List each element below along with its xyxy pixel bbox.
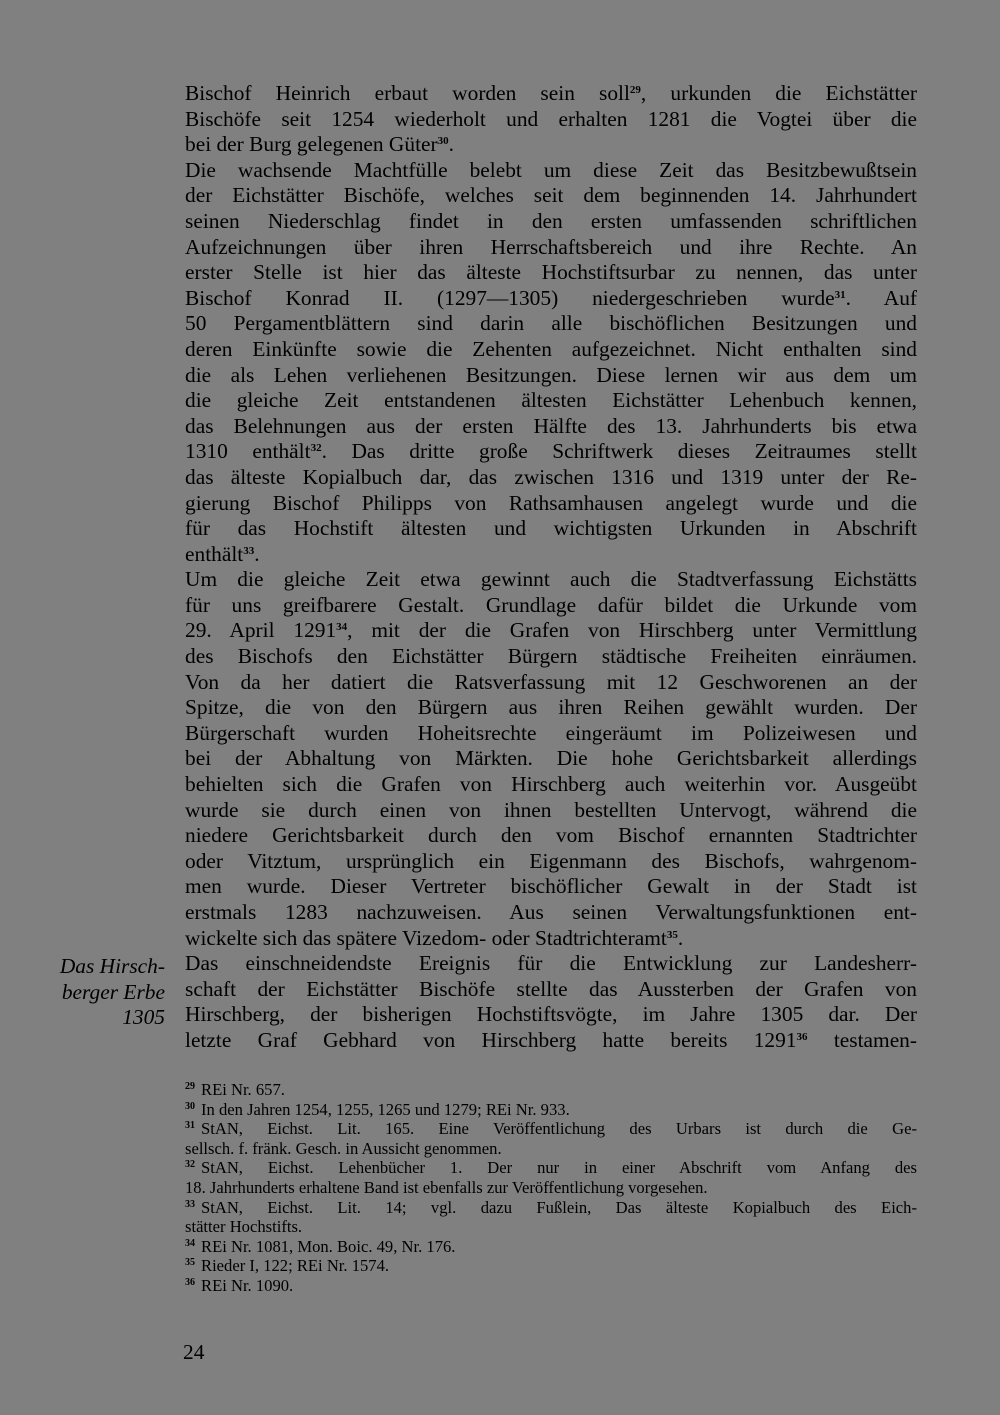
text-line: 50 Pergamentblättern sind darin alle bischöflichen Besitzungen und	[185, 311, 917, 336]
text-line: gierung Bischof Philipps von Rathsamhausen angelegt wurde und die	[185, 490, 917, 515]
footnote-line: sellsch. f. fränk. Gesch. in Aussicht genommen.	[185, 1138, 502, 1158]
text-line: das Belehnungen aus der ersten Hälfte des 13. Jahrhunderts bis etwa	[185, 413, 917, 438]
text-line: für das Hochstift ältesten und wichtigsten Urkunden in Abschrift	[185, 516, 917, 541]
paragraph-4	[185, 951, 917, 1053]
text-line: Um die gleiche Zeit etwa gewinnt auch die Stadtverfassung Eichstätts	[185, 567, 917, 592]
text-line: erster Stelle ist hier das älteste Hochstiftsurbar zu nennen, das unter	[185, 260, 917, 285]
paragraph-1	[185, 81, 917, 158]
text-line: Hirschberg, der bisherigen Hochstiftsvögte, im Jahre 1305 dar. Der	[185, 1002, 917, 1027]
footnote	[185, 1100, 917, 1120]
text-line: Aufzeichnungen über ihren Herrschaftsbereich und ihre Rechte. An	[185, 234, 917, 259]
footnote-line: $^{33}$ StAN, Eichst. Lit. 14; vgl. dazu Fußlein, Das älteste Kopialbuch des Eich-	[185, 1197, 917, 1217]
text-line: letzte Graf Gebhard von Hirschberg hatte bereits 1291$^{36}$ testamen-	[185, 1027, 918, 1052]
footnote	[185, 1119, 917, 1158]
paragraph-3	[185, 567, 917, 951]
text-line: das älteste Kopialbuch dar, das zwischen 1316 und 1319 unter der Re-	[185, 464, 917, 489]
text-line: enthält$^{33}$.	[185, 541, 260, 566]
footnotes	[185, 1080, 917, 1296]
footnote-ref[interactable]: 33	[243, 544, 255, 557]
footnote-line: $^{34}$ REi Nr. 1081, Mon. Boic. 49, Nr. 176.	[185, 1236, 456, 1256]
text-line: schaft der Eichstätter Bischöfe stellte das Aussterben der Grafen von	[185, 976, 917, 1001]
footnote-number: 36	[185, 1276, 195, 1288]
text-line: seinen Niederschlag findet in den ersten umfassenden schriftlichen	[185, 208, 917, 233]
text-line: Spitze, die von den Bürgern aus ihren Reihen gewählt wurden. Der	[185, 695, 917, 720]
text-line: Bürgerschaft wurden Hoheitsrechte eingeräumt im Polizeiwesen und	[185, 720, 917, 745]
footnote-line: 18. Jahrhunderts erhaltene Band ist ebenfalls zur Veröffentlichung vorgesehen.	[185, 1177, 708, 1197]
margin-note	[40, 954, 165, 1031]
footnote-ref[interactable]: 34	[336, 621, 348, 634]
text-line: wurde sie durch einen von ihnen bestellten Untervogt, während die	[185, 797, 917, 822]
text-line: die gleiche Zeit entstandenen ältesten Eichstätter Lehenbuch kennen,	[185, 388, 917, 413]
footnote-line: $^{35}$ Rieder I, 122; REi Nr. 1574.	[185, 1256, 390, 1276]
text-line: Bischof Konrad II. (1297—1305) niedergeschrieben wurde$^{31}$. Auf	[185, 285, 918, 310]
margin-note-line: 1305	[122, 1005, 165, 1030]
footnote	[185, 1198, 917, 1237]
text-line: Bischöfe seit 1254 wiederholt und erhalten 1281 die Vogtei über die	[185, 106, 917, 131]
footnote-number: 32	[185, 1159, 195, 1171]
footnote-ref[interactable]: 36	[796, 1030, 808, 1043]
footnote-number: 35	[185, 1257, 195, 1269]
main-text	[185, 81, 917, 1054]
text-line: bei der Abhaltung von Märkten. Die hohe Gerichtsbarkeit allerdings	[185, 746, 917, 771]
footnote-ref[interactable]: 32	[310, 442, 322, 455]
text-line: deren Einkünfte sowie die Zehenten aufgezeichnet. Nicht enthalten sind	[185, 336, 917, 361]
text-line: des Bischofs den Eichstätter Bürgern städtische Freiheiten einräumen.	[185, 644, 917, 669]
footnote-number: 33	[185, 1198, 195, 1210]
text-line: wickelte sich das spätere Vizedom- oder Stadtrichteramt$^{35}$.	[185, 925, 684, 950]
footnote-line: $^{31}$ StAN, Eichst. Lit. 165. Eine Veröffentlichung des Urbars ist durch die Ge-	[185, 1119, 917, 1139]
footnote	[185, 1080, 917, 1100]
footnote	[185, 1158, 917, 1197]
footnote-line: $^{30}$ In den Jahren 1254, 1255, 1265 und 1279; REi Nr. 933.	[185, 1099, 570, 1119]
text-line: Bischof Heinrich erbaut worden sein soll$^{29}$, urkunden die Eichstätter	[185, 81, 918, 105]
footnote-number: 34	[185, 1237, 195, 1249]
text-line: Von da her datiert die Ratsverfassung mit 12 Geschworenen an der	[185, 669, 917, 694]
footnote-ref[interactable]: 29	[629, 84, 641, 96]
text-line: oder Vitztum, ursprünglich ein Eigenmann des Bischofs, wahrgenom-	[185, 848, 917, 873]
page-number: 24	[183, 1340, 205, 1364]
margin-note-line: berger Erbe	[61, 979, 165, 1004]
text-line: Die wachsende Machtfülle belebt um diese Zeit das Besitzbewußtsein	[185, 157, 917, 182]
text-line: Das einschneidendste Ereignis für die Entwicklung zur Landesherr-	[185, 951, 917, 976]
text-line: 29. April 1291$^{34}$, mit der die Grafen von Hirschberg unter Vermittlung	[185, 618, 917, 643]
footnote-ref[interactable]: 31	[834, 288, 846, 301]
text-line: men wurde. Dieser Vertreter bischöflicher Gewalt in der Stadt ist	[185, 874, 917, 899]
footnote-number: 31	[185, 1120, 195, 1132]
text-line: der Eichstätter Bischöfe, welches seit dem beginnenden 14. Jahrhundert	[185, 183, 917, 208]
text-line: erstmals 1283 nachzuweisen. Aus seinen Verwaltungsfunktionen ent-	[185, 900, 917, 924]
text-line: niedere Gerichtsbarkeit durch den vom Bischof ernannten Stadtrichter	[185, 823, 917, 848]
footnote-line: $^{32}$ StAN, Eichst. Lehenbücher 1. Der nur in einer Abschrift vom Anfang des	[185, 1158, 917, 1178]
footnote-line: $^{36}$ REi Nr. 1090.	[185, 1275, 294, 1295]
text-line: behielten sich die Grafen von Hirschberg auch weiterhin vor. Ausgeübt	[185, 772, 917, 797]
footnote	[185, 1256, 917, 1276]
footnote-ref[interactable]: 35	[666, 928, 678, 941]
footnote-number: 29	[185, 1081, 195, 1092]
paragraph-2	[185, 158, 917, 568]
footnote	[185, 1276, 917, 1296]
footnote	[185, 1237, 917, 1257]
text-line: die als Lehen verliehenen Besitzungen. Diese lernen wir aus dem um	[185, 362, 917, 387]
text-line: bei der Burg gelegenen Güter$^{30}$.	[185, 132, 454, 157]
margin-note-line: Das Hirsch-	[59, 954, 165, 978]
text-line: für uns greifbarere Gestalt. Grundlage dafür bildet die Urkunde vom	[185, 592, 917, 617]
footnote-ref[interactable]: 30	[437, 135, 449, 148]
footnote-line: $^{29}$ REi Nr. 657.	[185, 1080, 285, 1099]
footnote-number: 30	[185, 1100, 195, 1112]
text-line: 1310 enthält$^{32}$. Das dritte große Schriftwerk dieses Zeitraumes stellt	[185, 439, 917, 464]
footnote-line: stätter Hochstifts.	[185, 1217, 303, 1237]
